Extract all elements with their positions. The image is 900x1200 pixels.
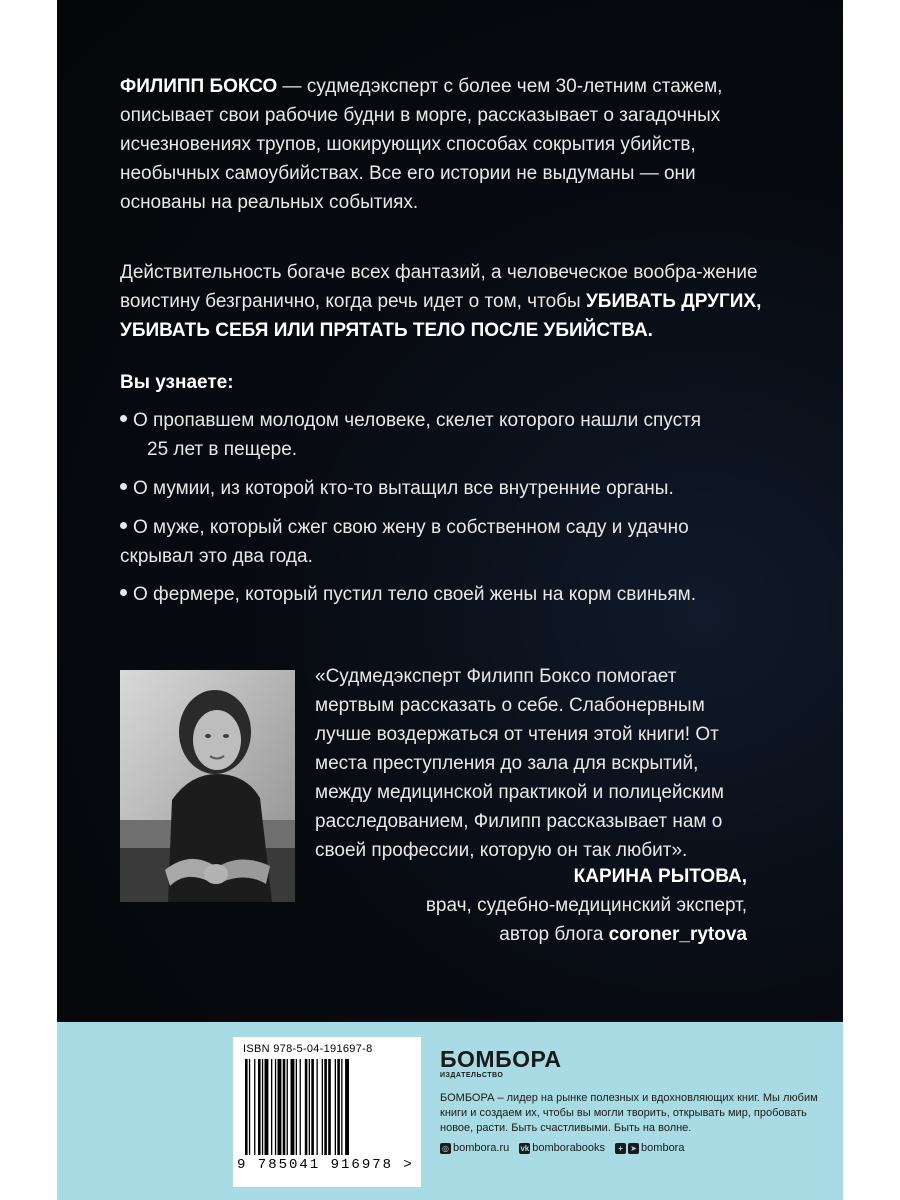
bullet-icon xyxy=(120,415,127,422)
bullet-icon xyxy=(120,483,127,490)
learn-item: О фермере, который пустил тело своей жены на корм свиньям. xyxy=(120,580,780,609)
barcode-bar xyxy=(262,1059,263,1155)
publisher-logo: БОМБОРА xyxy=(440,1046,562,1072)
testimonial-signature xyxy=(426,862,747,949)
isbn-text: ISBN 978-5-04-191697-8 xyxy=(243,1043,373,1055)
testimonial-name: КАРИНА РЫТОВА, xyxy=(573,866,747,887)
learn-item: О муже, который сжег свою жену в собственном саду и удачно скрывал это два года. xyxy=(120,517,689,567)
barcode-bar xyxy=(254,1059,255,1155)
publisher-description: БОМБОРА – лидер на рынке полезных и вдохновляющих книг. Мы любим книги и создаем их, чтобы вы могли творить, открывать мир, пробовать новое, расти. Быть счастливыми. Быть на волне. xyxy=(440,1092,818,1134)
barcode-bar xyxy=(245,1059,248,1155)
vk-icon: vk xyxy=(520,1143,530,1153)
barcode-bar xyxy=(296,1059,297,1155)
barcode-image xyxy=(243,1059,411,1157)
author-photo xyxy=(120,670,295,902)
barcode-bar xyxy=(309,1059,310,1155)
barcode-bar xyxy=(283,1059,286,1155)
reality-emphasis: УБИВАТЬ ДРУГИХ, УБИВАТЬ СЕБЯ ИЛИ ПРЯТАТЬ ТЕЛО ПОСЛЕ УБИЙСТВА. xyxy=(120,291,762,341)
barcode-bar xyxy=(258,1059,261,1155)
barcode-bar xyxy=(271,1059,272,1155)
intro-text: — судмедэксперт с более чем 30-летним стажем, описывает свои рабочие будни в морге, рассказывает о загадочных исчезновениях трупов, шокирующих способах сокрытия убийств, необычных самоубийствах. Все его истории не выдуманы — они основаны на реальных событиях. xyxy=(120,76,723,213)
vk-link[interactable]: vk bomborabooks xyxy=(520,1142,606,1154)
reality-text: Действительность богаче всех фантазий, а человеческое вообра-жение воистину безгранично, когда речь идет о том, чтобы xyxy=(120,262,758,312)
publisher-logo-sub: ИЗДАТЕЛЬСТВО xyxy=(440,1072,504,1079)
barcode-bar xyxy=(278,1059,282,1155)
barcode-bar xyxy=(311,1059,314,1155)
barcode-bar xyxy=(322,1059,323,1155)
barcode-digits: 9 785041 916978 > xyxy=(237,1157,414,1173)
barcode-bar xyxy=(265,1059,269,1155)
bullet-icon xyxy=(120,589,127,596)
testimonial-quote: «Судмедэксперт Филипп Боксо помогает мертвым рассказать о себе. Слабонервным лучше воздержаться от чтения этой книги! От места преступления до зала для вскрытий, между медицинской практикой и полицейским расследованием, Филипп рассказывает нам о своей профессии, которую он так любит». xyxy=(315,666,724,861)
barcode-bar xyxy=(341,1059,342,1155)
barcode-bar xyxy=(287,1059,288,1155)
blog-handle: coroner_rytova xyxy=(608,924,747,945)
barcode-bar xyxy=(335,1059,336,1155)
learn-heading: Вы узнаете: xyxy=(120,372,234,393)
barcode-bar xyxy=(328,1059,331,1155)
barcode-bar xyxy=(337,1059,340,1155)
barcode-bar xyxy=(291,1059,295,1155)
barcode-bar xyxy=(275,1059,276,1155)
globe-icon: ◎ xyxy=(440,1143,451,1154)
author-name: ФИЛИПП БОКСО xyxy=(120,76,278,97)
plus-icon: + xyxy=(615,1143,626,1154)
publisher-links xyxy=(440,1142,830,1154)
barcode-bar xyxy=(345,1059,349,1155)
barcode-bar xyxy=(300,1059,301,1155)
testimonial-role: врач, судебно-медицинский эксперт, xyxy=(425,895,747,916)
bullet-icon xyxy=(120,522,127,529)
website-link[interactable]: ◎ bombora.ru xyxy=(442,1142,510,1154)
learn-item: О мумии, из которой кто-то вытащил все внутренние органы. xyxy=(120,474,780,503)
barcode-bar xyxy=(317,1059,318,1155)
social-link[interactable]: + ➤ bombora xyxy=(615,1142,684,1154)
testimonial-blog: автор блога coroner_rytova xyxy=(499,924,747,945)
publisher-block xyxy=(440,1047,830,1154)
reality-paragraph xyxy=(120,258,800,345)
book-back-cover xyxy=(57,0,843,1200)
barcode-bar xyxy=(324,1059,327,1155)
barcode-box xyxy=(233,1037,421,1187)
barcode-bar xyxy=(305,1059,308,1155)
telegram-icon: ➤ xyxy=(628,1143,639,1154)
learn-item: О пропавшем молодом человеке, скелет которого нашли спустя 25 лет в пещере. xyxy=(120,406,780,464)
portrait-image xyxy=(120,670,295,902)
intro-paragraph xyxy=(120,72,780,217)
barcode-bar xyxy=(249,1059,250,1155)
